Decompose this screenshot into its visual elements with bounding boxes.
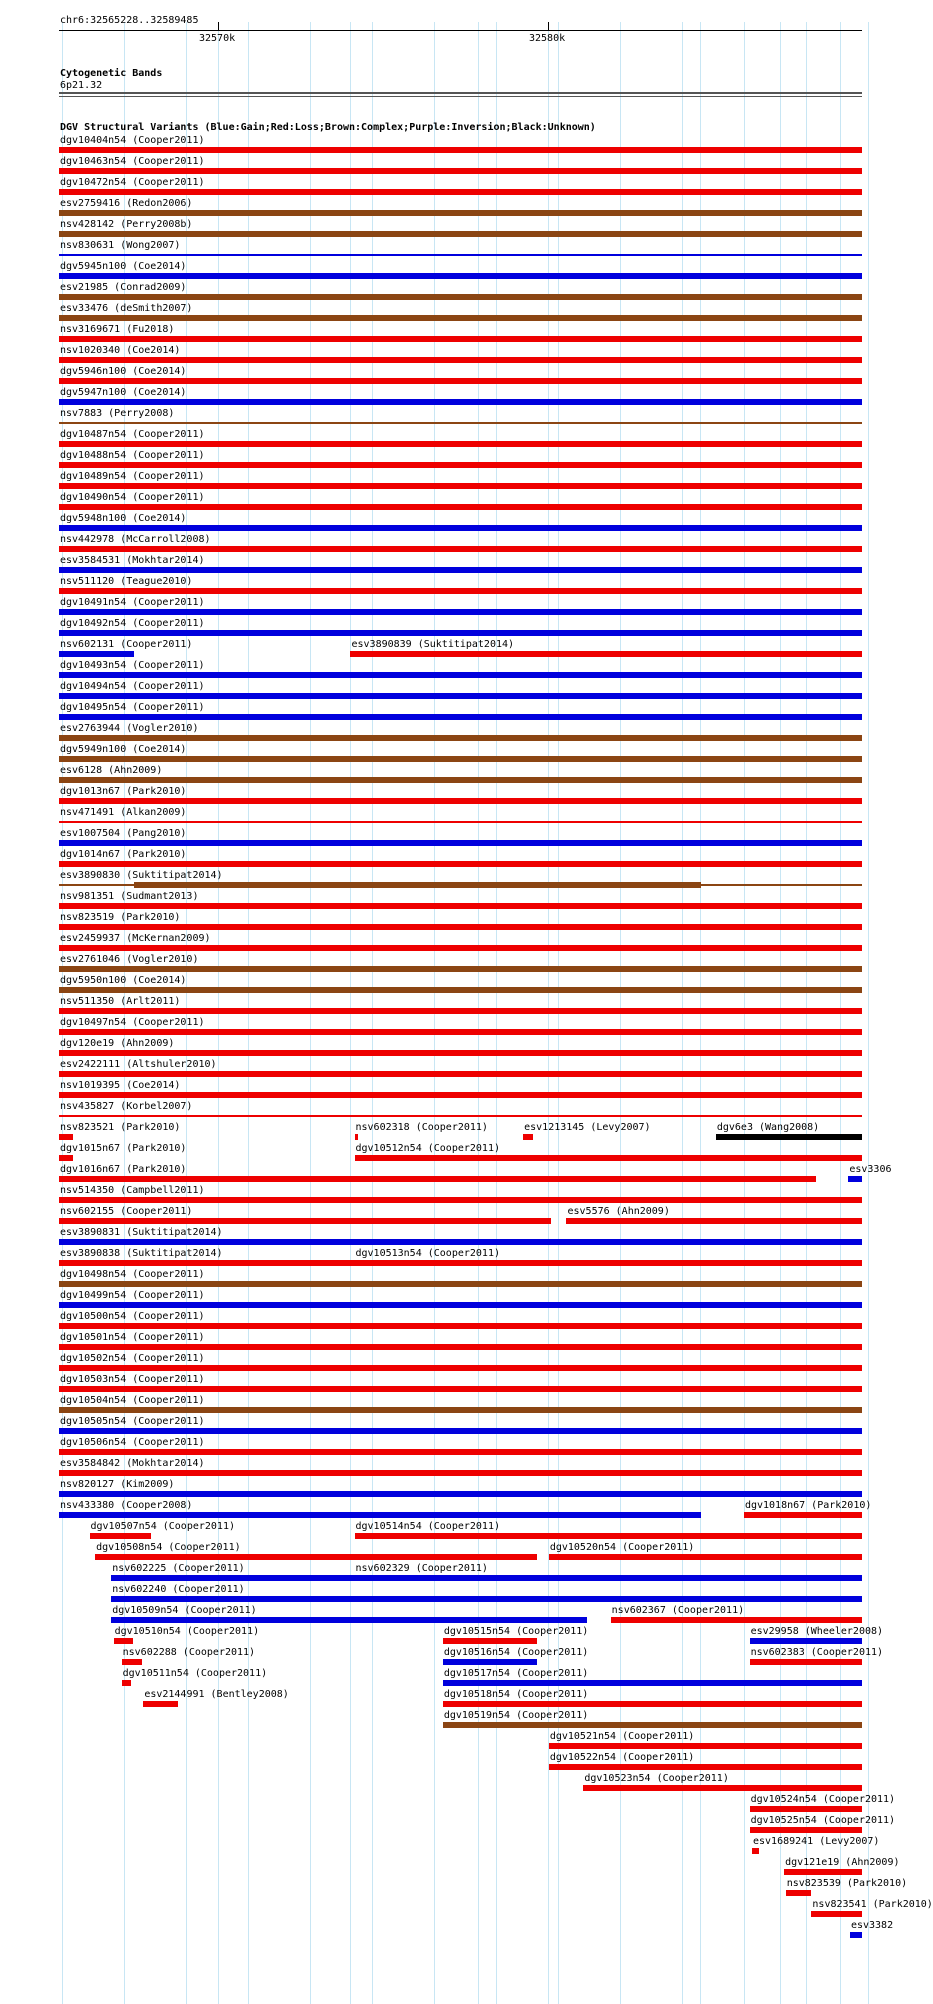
sv-feature-label[interactable]: dgv10489n54 (Cooper2011) [60,471,205,482]
sv-feature-label[interactable]: dgv10503n54 (Cooper2011) [60,1374,205,1385]
sv-feature-label[interactable]: esv3306 [849,1164,892,1175]
sv-feature-label[interactable]: dgv10518n54 (Cooper2011) [443,1689,589,1700]
sv-feature-bar-loss[interactable] [59,1050,862,1056]
sv-feature-label[interactable]: nsv981351 (Sudmant2013) [60,891,199,902]
sv-feature-label[interactable]: nsv435827 (Korbel2007) [60,1101,193,1112]
sv-feature-bar-loss[interactable] [59,357,862,363]
sv-feature-label[interactable]: nsv823541 (Park2010) [812,1899,933,1910]
sv-feature-bar-complex[interactable] [59,735,862,741]
sv-feature-label[interactable]: nsv602288 (Cooper2011) [122,1647,256,1658]
sv-feature-label[interactable]: esv29958 (Wheeler2008) [750,1626,884,1637]
sv-feature-bar-loss[interactable] [59,1197,862,1203]
sv-feature-bar-gain[interactable] [59,525,862,531]
sv-feature-label[interactable]: dgv5949n100 (Coe2014) [60,744,187,755]
sv-feature-bar-unknown[interactable] [716,1134,862,1140]
sv-feature-label[interactable]: dgv10524n54 (Cooper2011) [750,1794,896,1805]
sv-feature-label[interactable]: dgv10488n54 (Cooper2011) [60,450,205,461]
sv-feature-bar-gain[interactable] [59,651,134,657]
sv-feature-label[interactable]: dgv1013n67 (Park2010) [60,786,187,797]
sv-feature-bar-gain[interactable] [59,567,862,573]
sv-feature-label[interactable]: dgv121e19 (Ahn2009) [785,1857,900,1868]
sv-feature-label[interactable]: esv3890831 (Suktitipat2014) [60,1227,223,1238]
cytoband-label: 6p21.32 [60,80,103,91]
sv-feature-label[interactable]: nsv433380 (Cooper2008) [60,1500,193,1511]
sv-feature-label[interactable]: dgv10501n54 (Cooper2011) [60,1332,205,1343]
sv-feature-bar-loss[interactable] [143,1701,178,1707]
sv-feature-bar-loss[interactable] [744,1512,862,1518]
sv-feature-label[interactable]: esv3382 [850,1920,894,1931]
sv-feature-label[interactable]: nsv514350 (Campbell2011) [60,1185,205,1196]
sv-feature-bar-complex[interactable] [59,294,862,300]
sv-feature-label[interactable]: nsv1020340 (Coe2014) [60,345,181,356]
sv-feature-label[interactable]: nsv602155 (Cooper2011) [60,1206,193,1217]
sv-feature-bar-gain[interactable] [59,609,862,615]
sv-feature-bar-gain[interactable] [59,273,862,279]
sv-feature-label[interactable]: dgv10490n54 (Cooper2011) [60,492,205,503]
sv-feature-label[interactable]: dgv10404n54 (Cooper2011) [60,135,205,146]
sv-feature-bar-loss[interactable] [59,504,862,510]
sv-feature-label[interactable]: dgv10463n54 (Cooper2011) [60,156,205,167]
sv-feature-label[interactable]: esv6128 (Ahn2009) [60,765,163,776]
sv-feature-bar-loss[interactable] [549,1743,862,1749]
sv-feature-label[interactable]: nsv830631 (Wong2007) [60,240,181,251]
sv-feature-bar-complex[interactable] [59,231,862,237]
sv-feature-label[interactable]: dgv1014n67 (Park2010) [60,849,187,860]
sv-feature-bar-loss[interactable] [59,1260,862,1266]
sv-feature-bar-loss[interactable] [59,924,862,930]
sv-feature-label[interactable]: dgv5948n100 (Coe2014) [60,513,187,524]
sv-feature-bar-loss[interactable] [59,1344,862,1350]
sv-feature-label[interactable]: esv2144991 (Bentley2008) [144,1689,289,1700]
sv-feature-bar-loss[interactable] [59,462,862,468]
sv-feature-bar-gain[interactable] [750,1638,862,1644]
sv-feature-label[interactable]: nsv602318 (Cooper2011) [355,1122,488,1133]
sv-feature-label[interactable]: esv2459937 (McKernan2009) [60,933,211,944]
sv-feature-label[interactable]: dgv120e19 (Ahn2009) [60,1038,175,1049]
sv-feature-bar-loss[interactable] [59,1155,73,1161]
sv-feature-label[interactable]: nsv511120 (Teague2010) [60,576,193,587]
sv-feature-bar-loss[interactable] [59,798,862,804]
sv-feature-label[interactable]: dgv10491n54 (Cooper2011) [60,597,205,608]
sv-feature-label[interactable]: nsv1019395 (Coe2014) [60,1080,181,1091]
sv-feature-label[interactable]: dgv10512n54 (Cooper2011) [355,1143,500,1154]
sv-feature-label[interactable]: nsv511350 (Arlt2011) [60,996,181,1007]
sv-feature-bar-gain[interactable] [59,1428,862,1434]
sv-feature-bar-gain[interactable] [443,1680,862,1686]
sv-feature-bar-loss[interactable] [59,546,862,552]
sv-feature-bar-loss[interactable] [59,189,862,195]
sv-feature-label[interactable]: dgv10494n54 (Cooper2011) [60,681,205,692]
cytobands-track-title[interactable]: Cytogenetic Bands [60,68,163,79]
sv-feature-bar-gain[interactable] [59,1239,862,1245]
sv-feature-core-bar[interactable] [134,882,702,888]
sv-feature-label[interactable]: dgv10508n54 (Cooper2011) [96,1542,241,1553]
ruler-tick-label: 32570k [199,33,236,44]
sv-feature-label[interactable]: nsv602383 (Cooper2011) [750,1647,884,1658]
sv-feature-label[interactable]: dgv10516n54 (Cooper2011) [443,1647,589,1658]
dgv-track-title[interactable]: DGV Structural Variants (Blue:Gain;Red:Loss;Brown:Complex;Purple:Inversion;Black:Unknown) [60,122,596,133]
sv-feature-label[interactable]: nsv823519 (Park2010) [60,912,181,923]
sv-feature-label[interactable]: dgv1018n67 (Park2010) [744,1500,872,1511]
sv-feature-label[interactable]: dgv10515n54 (Cooper2011) [443,1626,589,1637]
sv-feature-bar-gain[interactable] [59,1512,701,1518]
sv-feature-bar-loss[interactable] [59,336,862,342]
sv-feature-label[interactable]: esv1213145 (Levy2007) [524,1122,651,1133]
sv-feature-bar-loss[interactable] [750,1827,862,1833]
sv-feature-bar-gain[interactable] [111,1617,586,1623]
sv-feature-label[interactable]: dgv10492n54 (Cooper2011) [60,618,205,629]
sv-feature-label[interactable]: nsv823521 (Park2010) [60,1122,181,1133]
sv-feature-label[interactable]: nsv471491 (Alkan2009) [60,807,187,818]
sv-feature-bar-loss[interactable] [350,651,862,657]
position-label: chr6:32565228..32589485 [60,15,199,26]
sv-feature-bar-loss[interactable] [122,1659,142,1665]
sv-feature-bar-loss[interactable] [59,1449,862,1455]
sv-feature-bar-loss[interactable] [59,1092,862,1098]
sv-feature-bar-loss[interactable] [59,1008,862,1014]
sv-feature-bar-loss[interactable] [750,1659,862,1665]
sv-feature-label[interactable]: esv5576 (Ahn2009) [567,1206,670,1217]
sv-feature-bar-loss[interactable] [443,1701,862,1707]
sv-feature-bar-loss[interactable] [59,1365,862,1371]
sv-feature-bar-loss[interactable] [59,1470,862,1476]
sv-feature-label[interactable]: esv3584842 (Mokhtar2014) [60,1458,205,1469]
sv-feature-bar-gain[interactable] [59,693,862,699]
sv-feature-label[interactable]: nsv7883 (Perry2008) [60,408,175,419]
sv-feature-bar-loss[interactable] [59,861,862,867]
sv-feature-label[interactable]: dgv10511n54 (Cooper2011) [122,1668,268,1679]
sv-feature-label[interactable]: dgv10510n54 (Cooper2011) [114,1626,260,1637]
sv-feature-bar-complex[interactable] [59,987,862,993]
sv-feature-bar-loss[interactable] [59,1218,551,1224]
sv-feature-bar-complex[interactable] [59,210,862,216]
sv-feature-bar-loss[interactable] [549,1764,862,1770]
sv-feature-label[interactable]: dgv10525n54 (Cooper2011) [750,1815,896,1826]
sv-feature-label[interactable]: dgv10498n54 (Cooper2011) [60,1269,205,1280]
sv-feature-label[interactable]: dgv5947n100 (Coe2014) [60,387,187,398]
sv-feature-label[interactable]: dgv10519n54 (Cooper2011) [443,1710,589,1721]
sv-feature-bar-loss[interactable] [583,1785,862,1791]
sv-feature-bar-loss[interactable] [59,378,862,384]
sv-feature-bar-loss[interactable] [752,1848,759,1854]
ruler-tick [548,22,549,31]
sv-feature-label[interactable]: nsv602131 (Cooper2011) [60,639,193,650]
sv-feature-bar-loss[interactable] [355,1155,862,1161]
sv-feature-bar-loss[interactable] [59,1134,73,1140]
sv-feature-bar-loss[interactable] [59,1176,816,1182]
sv-feature-bar-loss[interactable] [59,483,862,489]
sv-feature-bar-loss[interactable] [59,945,862,951]
sv-feature-label[interactable]: esv2422111 (Altshuler2010) [60,1059,217,1070]
sv-feature-label[interactable]: esv3890839 (Suktitipat2014) [351,639,515,650]
sv-feature-label[interactable]: dgv5946n100 (Coe2014) [60,366,187,377]
sv-feature-bar-loss[interactable] [90,1533,152,1539]
sv-feature-bar-gain[interactable] [59,672,862,678]
sv-feature-bar-loss[interactable] [811,1911,862,1917]
sv-feature-label[interactable]: dgv10499n54 (Cooper2011) [60,1290,205,1301]
sv-feature-bar-complex[interactable] [443,1722,862,1728]
sv-feature-bar-complex[interactable] [59,1281,862,1287]
sv-feature-bar-complex[interactable] [59,315,862,321]
sv-feature-label[interactable]: esv1689241 (Levy2007) [752,1836,880,1847]
sv-feature-bar-gain[interactable] [59,254,862,256]
sv-feature-bar-gain[interactable] [443,1659,537,1665]
sv-feature-label[interactable]: dgv10517n54 (Cooper2011) [443,1668,589,1679]
sv-feature-label[interactable]: dgv6e3 (Wang2008) [716,1122,820,1133]
sv-feature-label[interactable]: dgv10500n54 (Cooper2011) [60,1311,205,1322]
sv-feature-label[interactable]: dgv10514n54 (Cooper2011) [355,1521,500,1532]
sv-feature-label[interactable]: esv21985 (Conrad2009) [60,282,187,293]
sv-feature-label[interactable]: esv2761046 (Vogler2010) [60,954,199,965]
sv-feature-label[interactable]: nsv442978 (McCarroll2008) [60,534,211,545]
ruler-tick [218,22,219,31]
sv-feature-bar-loss[interactable] [59,1115,862,1117]
sv-feature-bar-loss[interactable] [549,1554,862,1560]
sv-feature-bar-loss[interactable] [355,1134,358,1140]
sv-feature-label[interactable]: dgv10520n54 (Cooper2011) [549,1542,695,1553]
sv-feature-label[interactable]: esv33476 (deSmith2007) [60,303,193,314]
sv-feature-bar-loss[interactable] [122,1680,132,1686]
sv-feature-bar-loss[interactable] [59,1029,862,1035]
sv-feature-label[interactable]: dgv10509n54 (Cooper2011) [112,1605,257,1616]
sv-feature-bar-loss[interactable] [95,1554,537,1560]
sv-feature-bar-loss[interactable] [750,1806,862,1812]
sv-feature-label[interactable]: esv2759416 (Redon2006) [60,198,193,209]
sv-feature-label[interactable]: nsv602240 (Cooper2011) [112,1584,245,1595]
sv-feature-label[interactable]: nsv428142 (Perry2008b) [60,219,193,230]
sv-feature-bar-complex[interactable] [59,966,862,972]
sv-feature-label[interactable]: dgv10523n54 (Cooper2011) [584,1773,729,1784]
sv-feature-bar-complex[interactable] [59,1407,862,1413]
sv-feature-label[interactable]: dgv10504n54 (Cooper2011) [60,1395,205,1406]
sv-feature-bar-gain[interactable] [111,1596,862,1602]
sv-feature-bar-loss[interactable] [59,821,862,823]
sv-feature-bar-loss[interactable] [59,588,862,594]
sv-feature-label[interactable]: nsv602367 (Cooper2011) [611,1605,745,1616]
sv-feature-bar-gain[interactable] [59,630,862,636]
sv-feature-bar-gain[interactable] [59,399,862,405]
sv-feature-label[interactable]: dgv10472n54 (Cooper2011) [60,177,205,188]
sv-feature-bar-loss[interactable] [786,1890,812,1896]
sv-feature-bar-loss[interactable] [443,1638,537,1644]
sv-feature-label[interactable]: esv3890838 (Suktitipat2014) [60,1248,223,1259]
sv-feature-bar-gain[interactable] [59,840,862,846]
sv-feature-label[interactable]: nsv820127 (Kim2009) [60,1479,175,1490]
sv-feature-label[interactable]: dgv10521n54 (Cooper2011) [549,1731,695,1742]
sv-feature-label[interactable]: dgv10487n54 (Cooper2011) [60,429,205,440]
sv-feature-bar-loss[interactable] [566,1218,862,1224]
sv-feature-bar-complex[interactable] [59,422,862,424]
sv-feature-bar-gain[interactable] [59,714,862,720]
sv-feature-bar-loss[interactable] [784,1869,862,1875]
sv-feature-bar-loss[interactable] [59,441,862,447]
sv-feature-bar-loss[interactable] [59,1071,862,1077]
sv-feature-bar-complex[interactable] [59,777,862,783]
sv-feature-bar-loss[interactable] [114,1638,133,1644]
sv-feature-bar-loss[interactable] [59,1323,862,1329]
grid-line [868,22,869,2004]
sv-feature-label[interactable]: nsv602225 (Cooper2011) [112,1563,245,1574]
sv-feature-label[interactable]: dgv10522n54 (Cooper2011) [549,1752,695,1763]
sv-feature-label[interactable]: dgv10506n54 (Cooper2011) [60,1437,205,1448]
sv-feature-bar-gain[interactable] [355,1575,862,1581]
sv-feature-bar-loss[interactable] [355,1533,862,1539]
sv-feature-bar-gain[interactable] [59,1491,862,1497]
cytoband-ideogram-edge [59,96,862,97]
ruler-tick-label: 32580k [529,33,566,44]
sv-feature-label[interactable]: dgv10493n54 (Cooper2011) [60,660,205,671]
sv-feature-label[interactable]: dgv1016n67 (Park2010) [60,1164,187,1175]
sv-feature-label[interactable]: nsv823539 (Park2010) [786,1878,908,1889]
sv-feature-label[interactable]: nsv602329 (Cooper2011) [355,1563,488,1574]
sv-feature-label[interactable]: esv2763944 (Vogler2010) [60,723,199,734]
sv-feature-label[interactable]: dgv5945n100 (Coe2014) [60,261,187,272]
sv-feature-label[interactable]: dgv10513n54 (Cooper2011) [355,1248,500,1259]
sv-feature-label[interactable]: dgv10495n54 (Cooper2011) [60,702,205,713]
sv-feature-label[interactable]: dgv10502n54 (Cooper2011) [60,1353,205,1364]
sv-feature-bar-loss[interactable] [523,1134,533,1140]
sv-feature-label[interactable]: dgv10505n54 (Cooper2011) [60,1416,205,1427]
sv-feature-label[interactable]: dgv5950n100 (Coe2014) [60,975,187,986]
sv-feature-bar-loss[interactable] [59,1386,862,1392]
sv-feature-label[interactable]: esv1007504 (Pang2010) [60,828,187,839]
sv-feature-bar-complex[interactable] [59,756,862,762]
sv-feature-bar-loss[interactable] [59,147,862,153]
sv-feature-label[interactable]: dgv10507n54 (Cooper2011) [90,1521,235,1532]
sv-feature-bar-gain[interactable] [59,1302,862,1308]
sv-feature-bar-gain[interactable] [848,1176,862,1182]
sv-feature-bar-loss[interactable] [59,168,862,174]
sv-feature-label[interactable]: nsv3169671 (Fu2018) [60,324,175,335]
sv-feature-label[interactable]: esv3584531 (Mokhtar2014) [60,555,205,566]
sv-feature-bar-gain[interactable] [850,1932,862,1938]
sv-feature-bar-loss[interactable] [59,903,862,909]
sv-feature-bar-loss[interactable] [611,1617,862,1623]
sv-feature-label[interactable]: dgv10497n54 (Cooper2011) [60,1017,205,1028]
ruler-line [59,30,862,31]
sv-feature-label[interactable]: esv3890830 (Suktitipat2014) [60,870,223,881]
sv-feature-label[interactable]: dgv1015n67 (Park2010) [60,1143,187,1154]
cytoband-ideogram[interactable] [59,92,862,94]
